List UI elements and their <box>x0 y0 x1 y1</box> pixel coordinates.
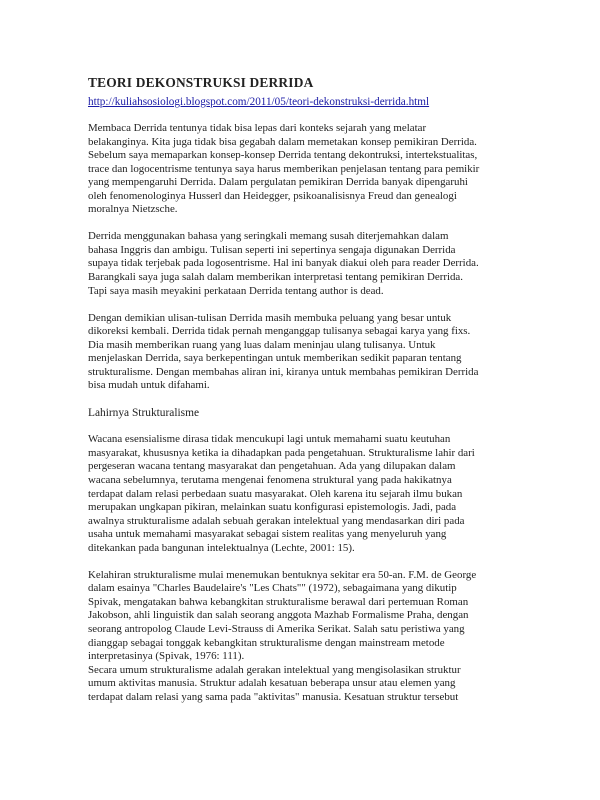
text-line: masyarakat, khususnya ketika ia dihadapkan pada pengetahuan. Strukturalisme lahir dari <box>88 446 475 459</box>
text-line: merupakan ungkapan pikiran, melainkan suatu konfigurasi epistemologis. Jadi, pada <box>88 501 457 514</box>
text-line: Membaca Derrida tentunya tidak bisa lepas dari konteks sejarah yang melatar <box>88 122 427 134</box>
text-line: terdapat dalam relasi perbedaan suatu masyarakat. Oleh karena itu sejarah ilmu bukan <box>88 487 463 500</box>
text-line: pergeseran wacana tentang masyarakat dan pengetahuan. Ada yang dilupakan dalam <box>88 460 456 473</box>
text-line: seorang antropolog Claude Levi-Strauss di Amerika Serikat. Salah satu peristiwa yang <box>88 622 465 635</box>
text-line: umum aktivitas manusia. Struktur adalah kesatuan beberapa unsur atau elemen yang <box>88 677 456 690</box>
text-line: awalnya strukturalisme adalah sebuah gerakan intelektual yang mendasarkan diri pada <box>88 514 465 527</box>
text-line: Derrida menggunakan bahasa yang seringkali memang susah diterjemahkan dalam <box>88 230 449 243</box>
text-line: usaha untuk memahami masyarakat sebagai sistem realitas yang menyeluruh yang <box>88 528 447 541</box>
text-line: Jakobson, ahli linguistik dan salah seorang anggota Mazhab Formalisme Praha, dengan <box>88 609 469 622</box>
text-line: Wacana esensialisme dirasa tidak mencukupi lagi untuk memahami suatu keutuhan <box>88 433 451 446</box>
text-line: Spivak, mengatakan bahwa kebangkitan strukturalisme berawal dari pertemuan Roman <box>88 595 469 608</box>
text-line: wacana sebelumnya, terutama mengenai fenomena struktural yang pada hakikatnya <box>88 473 452 486</box>
text-line: interpretasinya (Spivak, 1976: 111). <box>88 650 245 663</box>
text-line: trace dan logocentrisme tentunya saya harus memberikan penjelasan tentang para pemikir <box>88 162 480 175</box>
document-body <box>88 122 520 704</box>
text-line: Dia masih memberikan ruang yang luas dalam meninjau ulang tulisanya. Untuk <box>88 338 436 351</box>
paragraph-correction <box>88 312 520 393</box>
text-line: terdapat dalam relasi yang sama pada "aktivitas" manusia. Kesatuan struktur tersebut <box>88 690 459 703</box>
text-line: moralnya Nietzsche. <box>88 203 178 216</box>
text-line: yang mempengaruhi Derrida. Dalam pergulatan pemikiran Derrida banyak dipengaruhi <box>88 176 468 189</box>
text-line: dianggap sebagai tonggak kebangkitan strukturalisme dengan mainstream metode <box>88 636 445 649</box>
text-line: oleh fenomenologinya Husserl dan Heidegger, psikoanalisisnya Freud dan genealogi <box>88 189 457 202</box>
source-link[interactable]: http://kuliahsosiologi.blogspot.com/2011/05/teori-dekonstruksi-derrida.html <box>88 96 430 108</box>
text-line: menjelaskan Derrida, saya berkepentingan untuk memberikan sedikit paparan tentang <box>88 352 462 365</box>
text-line: dalam esainya "Charles Baudelaire's "Les Chats"" (1972), sebagaimana yang dikutip <box>88 582 457 595</box>
text-line: bisa mudah untuk difahami. <box>88 379 210 392</box>
text-line: strukturalisme. Dengan membahas aliran ini, kiranya untuk membahas pemikiran Derrida <box>88 365 479 378</box>
paragraph-intro <box>88 122 520 217</box>
paragraph-birth <box>88 569 520 664</box>
document-title: TEORI DEKONSTRUKSI DERRIDA <box>88 75 314 90</box>
text-line: bahasa Inggris dan ambigu. Tulisan seperti ini sepertinya sengaja digunakan Derrida <box>88 243 456 256</box>
paragraph-essentialism <box>88 433 520 555</box>
text-line: ditekankan pada bangunan intelektualnya (Lechte, 2001: 15). <box>88 541 355 554</box>
text-line: Kelahiran strukturalisme mulai menemukan bentuknya sekitar era 50-an. F.M. de George <box>88 568 477 581</box>
text-line: dikoreksi kembali. Derrida tidak pernah menganggap tulisanya sebagai karya yang fixs. <box>88 325 471 338</box>
paragraph-language <box>88 230 520 298</box>
text-line: Secara umum strukturalisme adalah gerakan intelektual yang mengisolasikan struktur <box>88 663 461 676</box>
text-line: Sebelum saya memaparkan konsep-konsep Derrida tentang dekontruksi, intertekstualitas, <box>88 149 478 162</box>
text-line: belakanginya. Kita juga tidak bisa gegabah dalam memetakan konsep pemikiran Derrida. <box>88 135 477 148</box>
section-heading: Lahirnya Strukturalisme <box>88 407 200 420</box>
paragraph-general <box>88 664 520 705</box>
text-line: Barangkali saya juga salah dalam memberikan interpretasi tentang pemikiran Derrida. <box>88 270 463 283</box>
text-line: supaya tidak terjebak pada logosentrisme. Hal ini banyak diakui oleh para reader Derrida. <box>88 257 479 270</box>
text-line: Tapi saya masih meyakini perkataan Derrida tentang author is dead. <box>88 284 384 297</box>
text-line: Dengan demikian ulisan-tulisan Derrida masih membuka peluang yang besar untuk <box>88 311 452 324</box>
